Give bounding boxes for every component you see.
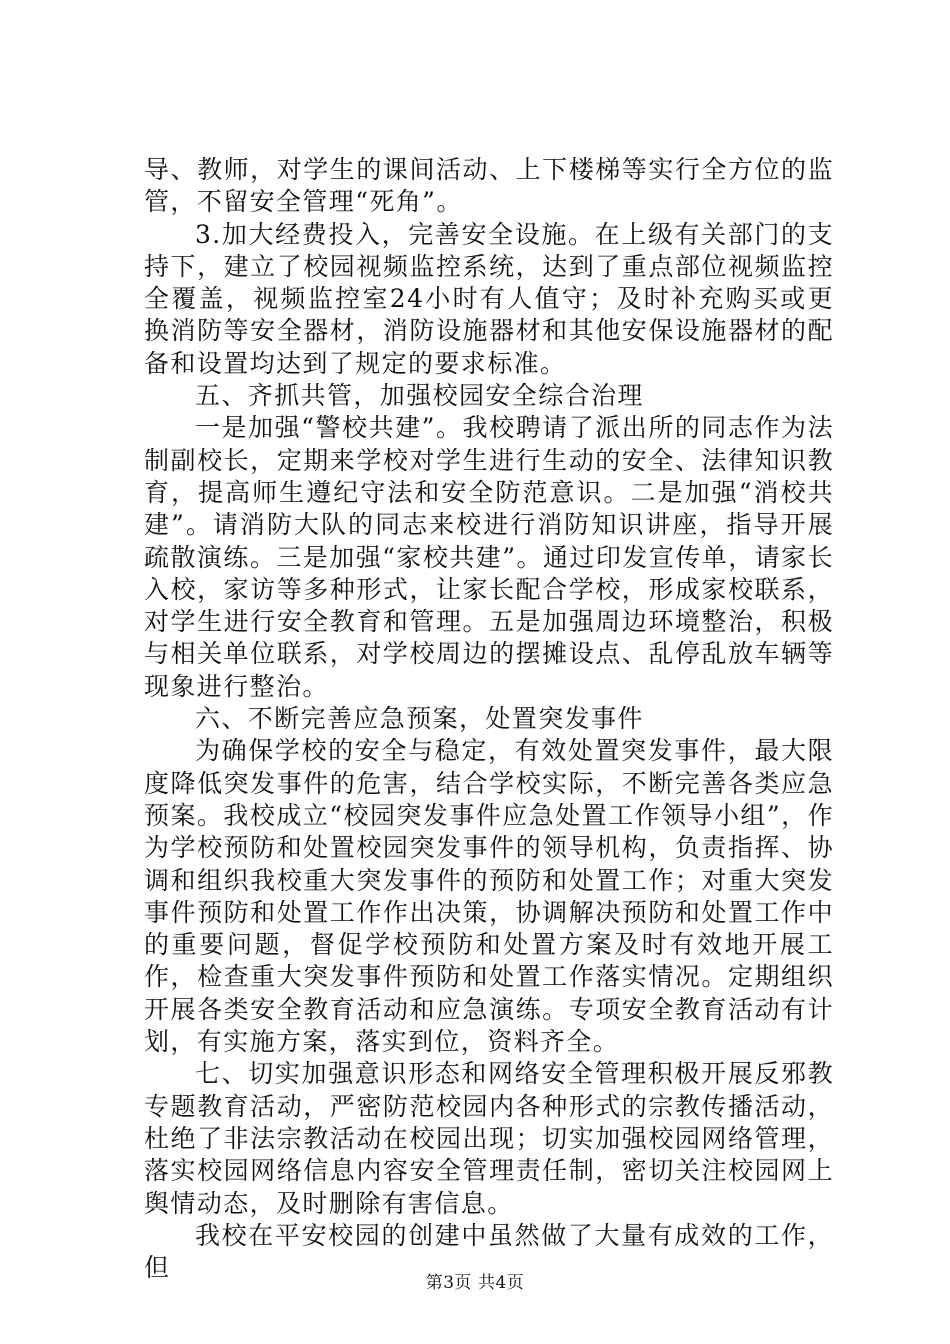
paragraph-conclusion-start: 我校在平安校园的创建中虽然做了大量有成效的工作，但: [144, 1220, 834, 1283]
section-heading-5: 五、齐抓共管，加强校园安全综合治理: [195, 381, 644, 411]
page-number-footer: 第3页 共4页: [425, 1273, 525, 1293]
paragraph-emergency-plans: 为确保学校的安全与稳定，有效处置突发事件，最大限度降低突发事件的危害，结合学校实际，不断完善各类应急预案。我校成立“校园突发事件应急处置工作领导小组”，作为学校预防和处置校园突发事件的领导机构，负责指挥、协调和组织我校重大突发事件的预防和处置工作；对重大突发事件预防和处置工作作出决策，协调解决预防和处置工作中的重要问题，督促学校预防和处置方案及时有效地开展工作，检查重大突发事件预防和处置工作落实情况。定期组织开展各类安全教育活动和应急演练。专项安全教育活动有计划，有实施方案，落实到位，资料齐全。: [144, 736, 834, 1057]
paragraph-supervision-end: 导、教师，对学生的课间活动、上下楼梯等实行全方位的监管，不留安全管理“死角”。: [144, 155, 834, 217]
paragraph-ideology-network: 七、切实加强意识形态和网络安全管理积极开展反邪教专题教育活动，严密防范校园内各种形式的宗教传播活动，杜绝了非法宗教活动在校园出现；切实加强校园网络管理，落实校园网络信息内容安全管理责任制，密切关注校园网上舆情动态，及时删除有害信息。: [144, 1059, 834, 1218]
section-heading-6: 六、不断完善应急预案，处置突发事件: [195, 704, 644, 734]
paragraph-funding-facilities: 3.加大经费投入，完善安全设施。在上级有关部门的支持下，建立了校园视频监控系统，达到了重点部位视频监控全覆盖，视频监控室24小时有人值守；及时补充购买或更换消防等安全器材，消防设施器材和其他安保设施器材的配备和设置均达到了规定的要求标准。: [144, 219, 834, 378]
document-body: [144, 154, 834, 1284]
paragraph-joint-construction: 一是加强“警校共建”。我校聘请了派出所的同志作为法制副校长，定期来学校对学生进行生动的安全、法律知识教育，提高师生遵纪守法和安全防范意识。二是加强“消校共建”。请消防大队的同志来校进行消防知识讲座，指导开展疏散演练。三是加强“家校共建”。通过印发宣传单，请家长入校，家访等多种形式，让家长配合学校，形成家校联系，对学生进行安全教育和管理。五是加强周边环境整治，积极与相关单位联系，对学校周边的摆摊设点、乱停乱放车辆等现象进行整治。: [144, 413, 834, 701]
